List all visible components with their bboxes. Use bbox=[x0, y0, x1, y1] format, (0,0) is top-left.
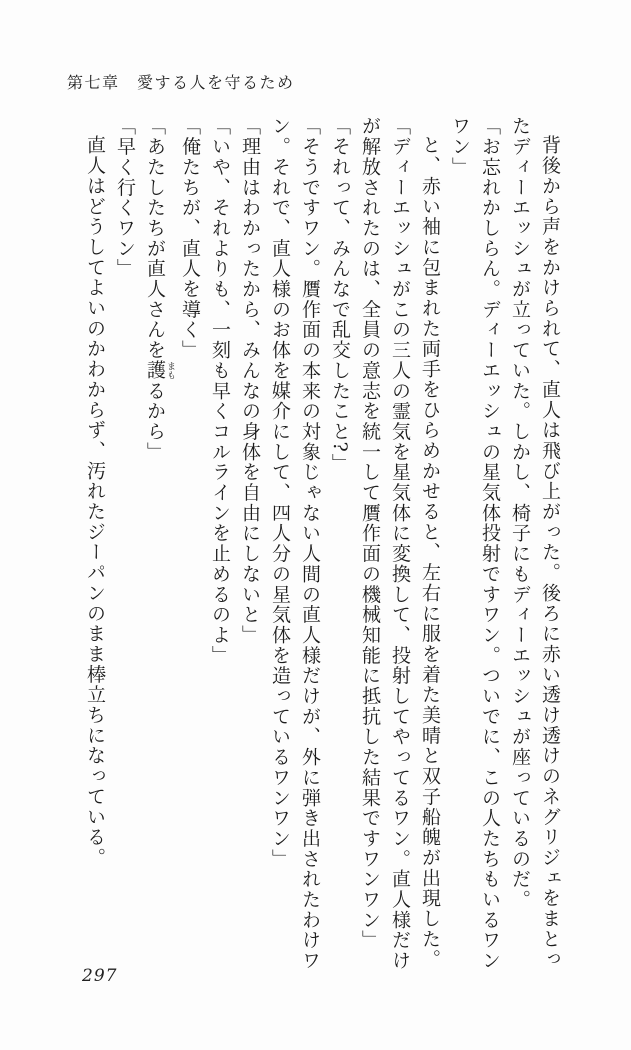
text-line: 「理由はわかったから、みんなの身体を自由にしないと」 bbox=[239, 116, 261, 646]
text-line: ワン」 bbox=[449, 116, 471, 178]
page-number: 297 bbox=[82, 966, 118, 986]
text-line: たディーエッシュが立っていた。しかし、椅子にもディーエッシュが座っているのだ。 bbox=[509, 116, 531, 910]
ruby-annotation: 護 まも bbox=[144, 360, 175, 381]
chapter-header: 第七章 愛する人を守るため bbox=[67, 73, 295, 92]
text-line: 「それって、みんなで乱交したこと?」 bbox=[329, 116, 351, 474]
text-line: ン。それで、直人様のお体を媒介にして、四人分の星気体を造っているワンワン」 bbox=[269, 116, 291, 869]
text-line: と、赤い袖に包まれた両手をひらめかせると、左右に服を着た美晴と双子船魄が出現した。 bbox=[419, 135, 441, 970]
text-line: 「あたしたちが直人さんを護 まもるから」 bbox=[144, 116, 175, 462]
text-line: 「お忘れかしらん。ディーエッシュの星気体投射ですワン。ついでに、この人たちもいるワン bbox=[479, 116, 501, 971]
text-line: 「俺たちが、直人を導く」 bbox=[179, 116, 201, 361]
text-line: 「ディーエッシュがこの三人の霊気を星気体に変換して、投射してやってるワン。直人様だけ bbox=[389, 116, 411, 971]
text-line: 背後から声をかけられて、直人は飛び上がった。後ろに赤い透け透けのネグリジェをまとっ bbox=[539, 135, 561, 970]
text-line: 「早く行くワン」 bbox=[114, 116, 136, 279]
text-line: 「そうですワン。贋作面の本来の対象じゃない人間の直人様だけが、外に弾き出されたわけワ bbox=[299, 116, 321, 971]
text-line: 直人はどうしてよいのかわからず、汚れたジーパンのまま棒立ちになっている。 bbox=[84, 135, 106, 868]
text-line: が解放されたのは、全員の意志を統一して贋作面の機械知能に抵抗した結果ですワンワン」 bbox=[359, 116, 381, 951]
text-block bbox=[83, 116, 565, 972]
text-line: 「いや、それよりも、一刻も早くコルラインを止めるのよ」 bbox=[209, 116, 231, 666]
